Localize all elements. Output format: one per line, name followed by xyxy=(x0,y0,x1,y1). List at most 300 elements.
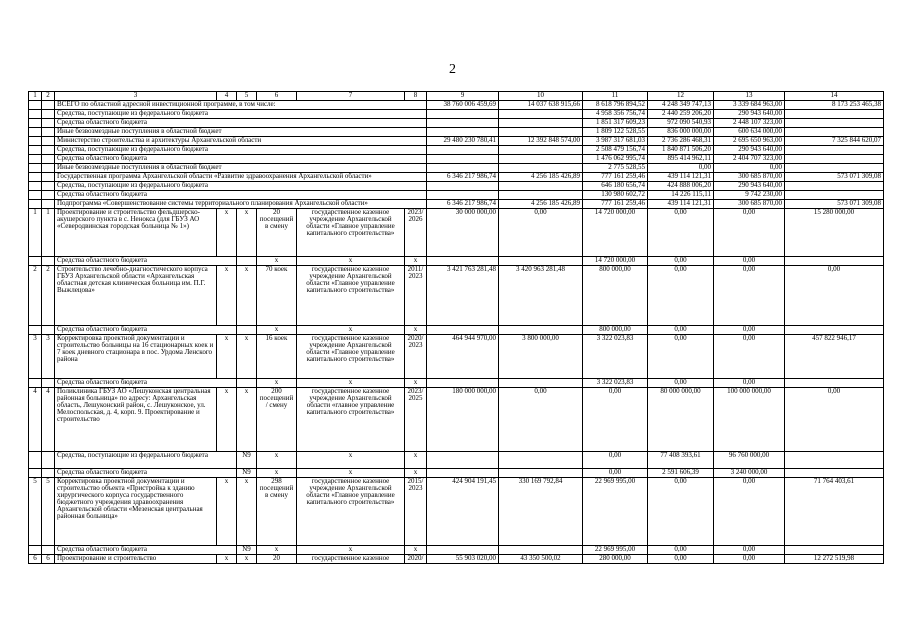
row-label: Подпрограмма «Совершенствование системы территориального планирования Архангельской области» xyxy=(55,200,427,209)
col-5-mark: x xyxy=(237,335,257,379)
project-capacity: 20 xyxy=(257,555,297,564)
col-5-mark: x xyxy=(237,478,257,546)
value-col-13: 0,00 xyxy=(714,335,785,379)
value-col-12: 0,00 xyxy=(648,379,714,388)
funding-row xyxy=(29,379,884,388)
project-subnumber: 6 xyxy=(42,555,55,564)
summary-row xyxy=(29,110,884,119)
column-number: 1 xyxy=(29,92,42,101)
value-col-9: 38 760 006 459,69 xyxy=(427,101,499,110)
column-number: 12 xyxy=(648,92,714,101)
funding-code: N9 xyxy=(237,546,257,555)
funding-label: Средства областного бюджета xyxy=(55,546,237,555)
row-number-cell xyxy=(42,155,55,164)
row-number-cell xyxy=(29,164,42,173)
value-col-14 xyxy=(785,146,884,155)
row-number-cell xyxy=(42,546,55,555)
row-label: Иные безвозмездные поступления в областной бюджет xyxy=(55,164,427,173)
row-number-cell xyxy=(29,155,42,164)
value-col-13: 290 943 640,00 xyxy=(714,110,785,119)
value-col-13: 300 685 870,00 xyxy=(714,173,785,182)
project-customer: государственное казенное учреждение Архангельской области «Главное управление капитального строительства» xyxy=(297,478,405,546)
value-col-9: 464 944 970,00 xyxy=(427,335,499,379)
value-col-12: 2 440 259 206,20 xyxy=(648,110,714,119)
funding-label: Средства областного бюджета xyxy=(55,469,237,478)
summary-row xyxy=(29,191,884,200)
value-col-10 xyxy=(499,191,583,200)
value-col-10 xyxy=(499,182,583,191)
row-number-cell xyxy=(29,173,42,182)
value-col-11: 4 958 356 756,74 xyxy=(583,110,648,119)
value-col-14 xyxy=(785,119,884,128)
value-col-10 xyxy=(499,257,583,266)
col-5-mark: x xyxy=(237,555,257,564)
col-8-mark: x xyxy=(405,379,427,388)
value-col-14: 457 822 946,17 xyxy=(785,335,884,379)
project-row xyxy=(29,266,884,326)
funding-code xyxy=(237,257,257,266)
funding-label: Средства областного бюджета xyxy=(55,257,237,266)
project-name: Строительство лечебно-диагностического корпуса ГБУЗ Архангельской области «Архангельская областная детская клиническая больница им. П.Г. Выжлецова» xyxy=(55,266,217,326)
row-number-cell xyxy=(29,326,42,335)
column-number: 13 xyxy=(714,92,785,101)
col-4-mark: x xyxy=(217,555,237,564)
value-col-10 xyxy=(499,452,583,469)
value-col-11: 3 987 317 681,03 xyxy=(583,137,648,146)
value-col-9 xyxy=(427,110,499,119)
summary-row xyxy=(29,137,884,146)
row-number-cell xyxy=(29,191,42,200)
row-label: Средства областного бюджета xyxy=(55,191,427,200)
row-number-cell xyxy=(29,110,42,119)
value-col-9: 6 346 217 986,74 xyxy=(427,173,499,182)
row-label: Средства, поступающие из федерального бюджета xyxy=(55,182,427,191)
value-col-9 xyxy=(427,182,499,191)
col-8-mark: x xyxy=(405,326,427,335)
col-6-mark: x xyxy=(257,379,297,388)
header-row xyxy=(29,92,884,101)
value-col-14 xyxy=(785,379,884,388)
row-number-cell xyxy=(42,191,55,200)
summary-row xyxy=(29,182,884,191)
value-col-13: 2 448 107 323,00 xyxy=(714,119,785,128)
project-name: Корректировка проектной документации и строительство объекта «Пристройка к зданию хирургического корпуса государственного бюджетного учреждения здравоохранения Архангельской области «Мезенская центральная районная больница» xyxy=(55,478,217,546)
value-col-12: 0,00 xyxy=(648,335,714,379)
col-7-mark: x xyxy=(297,379,405,388)
col-7-mark: x xyxy=(297,452,405,469)
project-number: 1 xyxy=(29,209,42,257)
col-4-mark: x xyxy=(217,388,237,452)
row-label: Средства областного бюджета xyxy=(55,119,427,128)
summary-row xyxy=(29,146,884,155)
value-col-11: 646 180 656,74 xyxy=(583,182,648,191)
value-col-12: 424 888 006,20 xyxy=(648,182,714,191)
col-8-mark: x xyxy=(405,469,427,478)
row-number-cell xyxy=(29,101,42,110)
project-years: 2015/ 2023 xyxy=(405,478,427,546)
value-col-13: 9 742 230,00 xyxy=(714,191,785,200)
summary-row xyxy=(29,119,884,128)
value-col-9 xyxy=(427,469,499,478)
row-number-cell xyxy=(42,379,55,388)
row-number-cell xyxy=(42,469,55,478)
row-number-cell xyxy=(42,200,55,209)
value-col-12: 4 248 349 747,13 xyxy=(648,101,714,110)
value-col-14 xyxy=(785,182,884,191)
value-col-14: 15 280 000,00 xyxy=(785,209,884,257)
value-col-12: 1 840 871 506,20 xyxy=(648,146,714,155)
value-col-11: 22 969 995,00 xyxy=(583,478,648,546)
project-capacity: 16 коек xyxy=(257,335,297,379)
value-col-10 xyxy=(499,379,583,388)
project-years: 2011/ 2023 xyxy=(405,266,427,326)
value-col-14 xyxy=(785,452,884,469)
value-col-13: 0,00 xyxy=(714,257,785,266)
value-col-10: 12 392 848 574,00 xyxy=(499,137,583,146)
row-number-cell xyxy=(29,546,42,555)
summary-row xyxy=(29,173,884,182)
col-4-mark: x xyxy=(217,266,237,326)
value-col-14: 0,00 xyxy=(785,266,884,326)
col-6-mark: x xyxy=(257,257,297,266)
project-customer: государственное казенное учреждение Архангельской области «Главное управление капитального строительства» xyxy=(297,335,405,379)
value-col-12: 0,00 xyxy=(648,555,714,564)
col-6-mark: x xyxy=(257,452,297,469)
column-number: 7 xyxy=(297,92,405,101)
column-number: 3 xyxy=(55,92,217,101)
value-col-9 xyxy=(427,257,499,266)
funding-label: Средства областного бюджета xyxy=(55,379,237,388)
row-label: Иные безвозмездные поступления в областной бюджет xyxy=(55,128,427,137)
project-number: 5 xyxy=(29,478,42,546)
row-label: Средства, поступающие из федерального бюджета xyxy=(55,110,427,119)
funding-label: Средства, поступающие из федерального бюджета xyxy=(55,452,237,469)
funding-code xyxy=(237,326,257,335)
value-col-11: 777 161 259,46 xyxy=(583,173,648,182)
row-label: ВСЕГО по областной адресной инвестиционной программе, в том числе: xyxy=(55,101,427,110)
project-years: 2023/ 2026 xyxy=(405,209,427,257)
column-number: 6 xyxy=(257,92,297,101)
funding-code: N9 xyxy=(237,452,257,469)
col-7-mark: x xyxy=(297,326,405,335)
value-col-10: 0,00 xyxy=(499,209,583,257)
value-col-9 xyxy=(427,146,499,155)
funding-row xyxy=(29,452,884,469)
project-number: 4 xyxy=(29,388,42,452)
value-col-12: 0,00 xyxy=(648,257,714,266)
value-col-14 xyxy=(785,155,884,164)
row-number-cell xyxy=(29,469,42,478)
value-col-13: 3 339 684 963,00 xyxy=(714,101,785,110)
row-number-cell xyxy=(29,137,42,146)
value-col-11: 14 720 000,00 xyxy=(583,257,648,266)
row-number-cell xyxy=(29,146,42,155)
value-col-10 xyxy=(499,326,583,335)
value-col-12: 0,00 xyxy=(648,546,714,555)
col-7-mark: x xyxy=(297,257,405,266)
value-col-12: 80 000 000,00 xyxy=(648,388,714,452)
row-number-cell xyxy=(42,182,55,191)
project-number: 6 xyxy=(29,555,42,564)
value-col-10 xyxy=(499,155,583,164)
value-col-11: 130 980 602,72 xyxy=(583,191,648,200)
row-number-cell xyxy=(42,137,55,146)
col-4-mark: x xyxy=(217,478,237,546)
col-4-mark: x xyxy=(217,209,237,257)
row-number-cell xyxy=(29,452,42,469)
col-5-mark: x xyxy=(237,388,257,452)
row-number-cell xyxy=(42,110,55,119)
value-col-11: 800 000,00 xyxy=(583,266,648,326)
column-number: 10 xyxy=(499,92,583,101)
row-number-cell xyxy=(42,452,55,469)
value-col-12: 0,00 xyxy=(648,326,714,335)
page-number: 2 xyxy=(449,62,456,77)
value-col-10 xyxy=(499,128,583,137)
funding-label: Средства областного бюджета xyxy=(55,326,237,335)
value-col-13: 290 943 640,00 xyxy=(714,146,785,155)
project-subnumber: 2 xyxy=(42,266,55,326)
value-col-11: 0,00 xyxy=(583,469,648,478)
value-col-14 xyxy=(785,469,884,478)
value-col-9 xyxy=(427,128,499,137)
project-name: Поликлиника ГБУЗ АО «Лешуконская центральная районная больница» по адресу: Архангельская область, Лешуконский район, с. Лешуконское, ул. Мелоспольская, д. 4, корп. 9. Проектирование и строительство xyxy=(55,388,217,452)
project-capacity: 298 посещений в смену xyxy=(257,478,297,546)
value-col-9 xyxy=(427,326,499,335)
value-col-13: 0,00 xyxy=(714,546,785,555)
value-col-13: 0,00 xyxy=(714,326,785,335)
summary-row xyxy=(29,200,884,209)
value-col-9 xyxy=(427,379,499,388)
col-8-mark: x xyxy=(405,546,427,555)
project-subnumber: 5 xyxy=(42,478,55,546)
value-col-14: 573 071 309,08 xyxy=(785,173,884,182)
row-number-cell xyxy=(29,119,42,128)
row-number-cell xyxy=(29,200,42,209)
value-col-13: 290 943 640,00 xyxy=(714,182,785,191)
value-col-11: 0,00 xyxy=(583,388,648,452)
value-col-10: 330 169 792,84 xyxy=(499,478,583,546)
row-number-cell xyxy=(29,182,42,191)
col-8-mark: x xyxy=(405,452,427,469)
row-number-cell xyxy=(29,128,42,137)
value-col-11: 1 809 122 528,55 xyxy=(583,128,648,137)
project-number: 2 xyxy=(29,266,42,326)
value-col-10 xyxy=(499,546,583,555)
value-col-10 xyxy=(499,110,583,119)
value-col-9 xyxy=(427,119,499,128)
project-subnumber: 1 xyxy=(42,209,55,257)
column-number: 4 xyxy=(217,92,237,101)
value-col-13: 0,00 xyxy=(714,164,785,173)
col-4-mark: x xyxy=(217,335,237,379)
value-col-13: 0,00 xyxy=(714,555,785,564)
column-number: 8 xyxy=(405,92,427,101)
value-col-14 xyxy=(785,546,884,555)
col-7-mark: x xyxy=(297,469,405,478)
value-col-14 xyxy=(785,257,884,266)
project-years: 2020/ 2023 xyxy=(405,335,427,379)
value-col-14: 8 173 253 465,38 xyxy=(785,101,884,110)
row-label: Средства, поступающие из федерального бюджета xyxy=(55,146,427,155)
value-col-14: 573 071 309,08 xyxy=(785,200,884,209)
value-col-13: 2 404 707 323,00 xyxy=(714,155,785,164)
value-col-12: 14 226 115,11 xyxy=(648,191,714,200)
project-number: 3 xyxy=(29,335,42,379)
row-number-cell xyxy=(29,257,42,266)
value-col-13: 0,00 xyxy=(714,379,785,388)
summary-row xyxy=(29,128,884,137)
value-col-10: 43 350 500,02 xyxy=(499,555,583,564)
col-6-mark: x xyxy=(257,469,297,478)
column-number: 5 xyxy=(237,92,257,101)
summary-row xyxy=(29,164,884,173)
value-col-13: 3 240 000,00 xyxy=(714,469,785,478)
row-number-cell xyxy=(42,257,55,266)
row-number-cell xyxy=(42,128,55,137)
value-col-11: 22 969 995,00 xyxy=(583,546,648,555)
value-col-11: 2 508 479 156,74 xyxy=(583,146,648,155)
value-col-9 xyxy=(427,164,499,173)
row-label: Министерство строительства и архитектуры Архангельской области xyxy=(55,137,427,146)
column-number: 9 xyxy=(427,92,499,101)
funding-row xyxy=(29,257,884,266)
value-col-9: 180 000 000,00 xyxy=(427,388,499,452)
value-col-11: 1 476 062 995,74 xyxy=(583,155,648,164)
col-6-mark: x xyxy=(257,546,297,555)
value-col-9: 30 000 000,00 xyxy=(427,209,499,257)
value-col-11: 0,00 xyxy=(583,452,648,469)
value-col-12: 0,00 xyxy=(648,478,714,546)
value-col-9 xyxy=(427,546,499,555)
value-col-10: 3 420 963 281,48 xyxy=(499,266,583,326)
value-col-9: 424 904 191,45 xyxy=(427,478,499,546)
value-col-14: 7 325 844 620,07 xyxy=(785,137,884,146)
value-col-12: 0,00 xyxy=(648,209,714,257)
value-col-13: 0,00 xyxy=(714,478,785,546)
project-customer: государственное казенное учреждение Архангельской области «Главное управление капитального строительства» xyxy=(297,266,405,326)
value-col-12: 836 000 000,00 xyxy=(648,128,714,137)
value-col-14 xyxy=(785,191,884,200)
value-col-11: 800 000,00 xyxy=(583,326,648,335)
project-name: Проектирование и строительство фельдшерско-акушерского пункта в с. Ненокса (для ГБУЗ АО «Северодвинская городская больница № 1») xyxy=(55,209,217,257)
value-col-9 xyxy=(427,155,499,164)
value-col-13: 0,00 xyxy=(714,209,785,257)
value-col-9 xyxy=(427,452,499,469)
row-number-cell xyxy=(42,119,55,128)
value-col-12: 895 414 962,11 xyxy=(648,155,714,164)
value-col-10: 4 256 185 426,89 xyxy=(499,173,583,182)
row-number-cell xyxy=(42,101,55,110)
value-col-14: 0,00 xyxy=(785,388,884,452)
value-col-13: 100 000 000,00 xyxy=(714,388,785,452)
project-customer: государственное казенное xyxy=(297,555,405,564)
value-col-9: 55 903 020,00 xyxy=(427,555,499,564)
project-row xyxy=(29,555,884,564)
summary-row xyxy=(29,101,884,110)
value-col-12: 972 090 540,93 xyxy=(648,119,714,128)
value-col-10 xyxy=(499,146,583,155)
project-row xyxy=(29,335,884,379)
value-col-10 xyxy=(499,164,583,173)
value-col-10: 3 800 000,00 xyxy=(499,335,583,379)
funding-row xyxy=(29,546,884,555)
project-subnumber: 4 xyxy=(42,388,55,452)
col-8-mark: x xyxy=(405,257,427,266)
value-col-10: 4 256 185 426,89 xyxy=(499,200,583,209)
summary-row xyxy=(29,155,884,164)
column-number: 14 xyxy=(785,92,884,101)
value-col-13: 96 760 000,00 xyxy=(714,452,785,469)
value-col-9: 6 346 217 986,74 xyxy=(427,200,499,209)
value-col-14 xyxy=(785,128,884,137)
project-subnumber: 3 xyxy=(42,335,55,379)
value-col-12: 0,00 xyxy=(648,164,714,173)
value-col-14: 12 272 519,98 xyxy=(785,555,884,564)
project-name: Корректировка проектной документации и строительство больницы на 16 стационарных коек и 7 коек дневного стационара в пос. Урдома Ленского района xyxy=(55,335,217,379)
project-capacity: 20 посещений в смену xyxy=(257,209,297,257)
row-number-cell xyxy=(42,164,55,173)
project-row xyxy=(29,388,884,452)
row-number-cell xyxy=(42,173,55,182)
project-row xyxy=(29,478,884,546)
value-col-11: 2 775 528,55 xyxy=(583,164,648,173)
project-row xyxy=(29,209,884,257)
project-capacity: 200 посещений / смену xyxy=(257,388,297,452)
value-col-9: 3 421 763 281,48 xyxy=(427,266,499,326)
project-years: 2020/ xyxy=(405,555,427,564)
value-col-11: 3 322 023,83 xyxy=(583,379,648,388)
col-7-mark: x xyxy=(297,546,405,555)
row-label: Средства областного бюджета xyxy=(55,155,427,164)
value-col-11: 3 322 023,83 xyxy=(583,335,648,379)
value-col-13: 0,00 xyxy=(714,266,785,326)
value-col-11: 777 161 259,46 xyxy=(583,200,648,209)
value-col-13: 2 695 650 963,00 xyxy=(714,137,785,146)
col-6-mark: x xyxy=(257,326,297,335)
funding-row xyxy=(29,326,884,335)
value-col-11: 1 851 317 609,23 xyxy=(583,119,648,128)
value-col-12: 0,00 xyxy=(648,266,714,326)
row-label: Государственная программа Архангельской области «Развитие здравоохранения Архангельской области» xyxy=(55,173,427,182)
value-col-12: 2 736 286 468,31 xyxy=(648,137,714,146)
value-col-9 xyxy=(427,191,499,200)
value-col-10: 14 037 638 915,66 xyxy=(499,101,583,110)
value-col-11: 8 618 796 894,52 xyxy=(583,101,648,110)
value-col-10 xyxy=(499,119,583,128)
project-capacity: 70 коек xyxy=(257,266,297,326)
value-col-13: 300 685 870,00 xyxy=(714,200,785,209)
funding-code: N9 xyxy=(237,469,257,478)
row-number-cell xyxy=(42,326,55,335)
col-5-mark: x xyxy=(237,266,257,326)
value-col-12: 439 114 121,31 xyxy=(648,200,714,209)
project-years: 2023/ 2025 xyxy=(405,388,427,452)
value-col-14 xyxy=(785,110,884,119)
value-col-10 xyxy=(499,469,583,478)
column-number: 2 xyxy=(42,92,55,101)
value-col-14: 71 764 403,61 xyxy=(785,478,884,546)
value-col-12: 2 591 606,39 xyxy=(648,469,714,478)
funding-row xyxy=(29,469,884,478)
value-col-10: 0,00 xyxy=(499,388,583,452)
project-name: Проектирование и строительство xyxy=(55,555,217,564)
value-col-14 xyxy=(785,326,884,335)
value-col-12: 77 408 393,61 xyxy=(648,452,714,469)
value-col-11: 280 000,00 xyxy=(583,555,648,564)
value-col-13: 600 634 000,00 xyxy=(714,128,785,137)
value-col-12: 439 114 121,31 xyxy=(648,173,714,182)
